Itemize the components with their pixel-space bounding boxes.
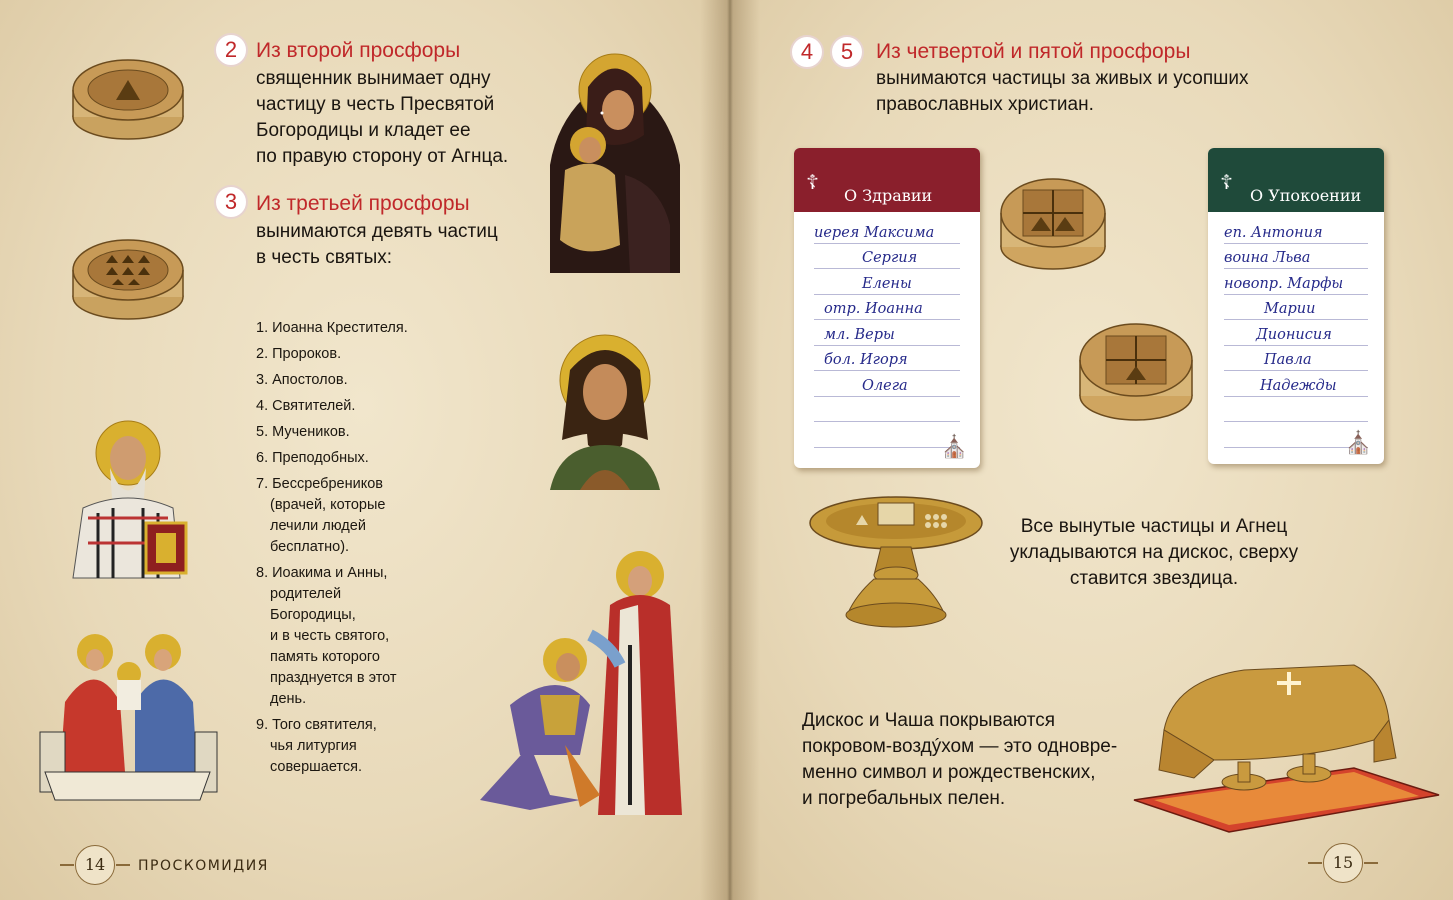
name-entry: Надежды [1224,371,1368,397]
names-list [814,218,960,448]
list-item: 9. Того святителя, чья литургия совершается. [256,717,377,775]
name-entry: еп. Антония [1224,218,1368,244]
name-entry: воина Льва [1224,244,1368,270]
diskos-text: Все вынутые частицы и Агнец укладываются на дискос, сверху ставится звездица. [1009,516,1299,589]
prosphora-illustration [1076,308,1196,428]
john-baptist-image [530,330,680,490]
orthodox-cross-icon: ☦ [1220,170,1233,194]
name-entry: бол. Игоря [814,346,960,372]
step-heading: Из третьей просфоры [256,192,470,215]
left-page [0,0,726,900]
step-heading: Из второй просфоры [256,39,461,62]
step-heading: Из четвертой и пятой просфоры [876,40,1191,63]
list-item: 2. Пророков. [256,346,342,362]
list-item: 7. Бессребреников (врачей, которые лечили людей бесплатно). [256,476,386,555]
book-gutter [700,0,760,900]
prosphora-illustration [998,165,1108,275]
name-entry: иерея Максима [814,218,960,244]
list-item: 8. Иоакима и Анны, родителей Богородицы, и в честь святого, память которого празднуется в этот день. [256,565,397,707]
step-text: вынимаются девять частиц в честь святых: [256,221,498,268]
name-entry: Олега [814,371,960,397]
right-page [726,0,1453,900]
theotokos-icon-image [540,45,690,273]
list-item: 1. Иоанна Крестителя. [256,320,408,336]
cover-text: Дискос и Чаша покрываются покровом-воздýхом — это одновре- менно символ и рождественских, и погребальных пелен. [802,710,1118,809]
name-entry: Марии [1224,295,1368,321]
step-number: 5 [830,35,864,69]
hierarch-saint-image [68,418,198,578]
diskos-image [806,495,986,630]
page-number: 15 [1323,843,1363,883]
step-text: священник вынимает одну частицу в честь Пресвятой Богородицы и кладет ее по правую сторону от Агнца. [256,68,509,167]
card-header: ☦ О Здравии [794,148,980,212]
name-entry: Павла [1224,346,1368,372]
card-header: ☦ О Упокоении [1208,148,1384,212]
list-item: 4. Святителей. [256,398,356,414]
page-number: 14 [75,845,115,885]
step-number: 4 [790,35,824,69]
list-item: 6. Преподобных. [256,450,369,466]
orthodox-cross-icon: ☦ [806,170,819,194]
names-list [1224,218,1368,448]
name-entry: новопр. Марфы [1224,269,1368,295]
step-text: вынимаются частицы за живых и усопших православных христиан. [876,68,1249,115]
prosphora-nine-particles [68,225,188,325]
blessing-scene-image [470,545,690,815]
saints-list [256,318,456,783]
health-commemoration-card [794,148,980,468]
section-title: ПРОСКОМИДИЯ [138,858,269,874]
name-entry: Сергия [814,244,960,270]
step-number: 3 [214,185,248,219]
joachim-anna-image [35,632,220,802]
name-entry: Дионисия [1224,320,1368,346]
name-entry: отр. Иоанна [814,295,960,321]
church-icon: ⛪ [940,435,968,460]
repose-commemoration-card [1208,148,1384,464]
name-entry: Елены [814,269,960,295]
aer-covered-vessels-image [1134,650,1439,835]
list-item: 5. Мучеников. [256,424,350,440]
list-item: 3. Апостолов. [256,372,348,388]
name-entry: мл. Веры [814,320,960,346]
church-icon: ⛪ [1344,431,1372,456]
step-number: 2 [214,33,248,67]
prosphora-illustration [68,45,188,145]
